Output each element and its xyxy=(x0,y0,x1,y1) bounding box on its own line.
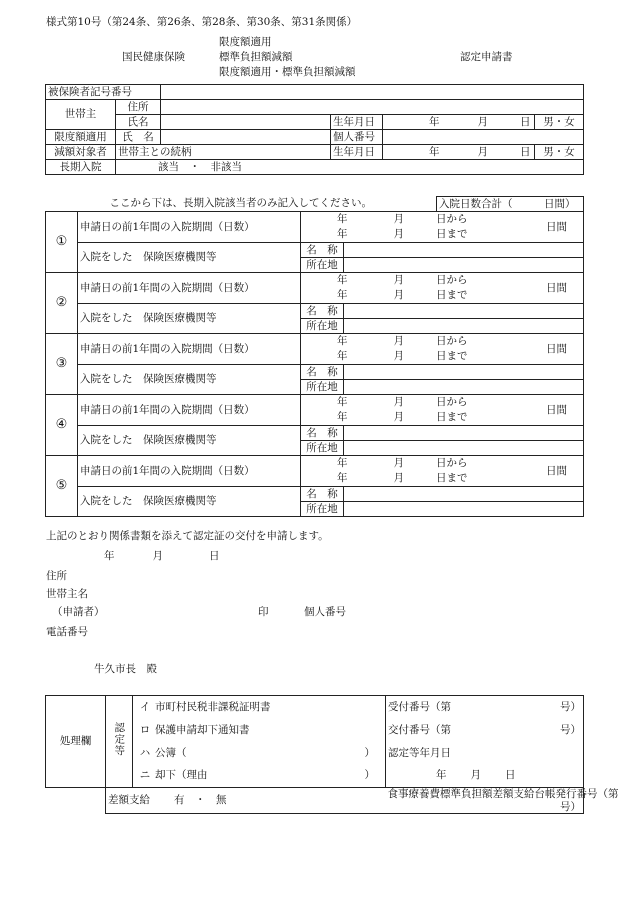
entry-facility-name-field[interactable] xyxy=(344,426,584,441)
applicant-address-label: 住所 xyxy=(46,570,67,582)
long-stay-table xyxy=(45,196,584,517)
entry-facility-name-label: 名 称 xyxy=(301,243,344,258)
entry-facility-location-field[interactable] xyxy=(344,380,584,395)
household-head-label: 世帯主 xyxy=(46,100,116,130)
entry-facility-label: 入院をした 保険医療機関等 xyxy=(78,243,301,273)
entry-period-label: 申請日の前1年間の入院期間（日数） xyxy=(78,456,301,487)
option-reduction: 標準負担額減額 xyxy=(219,51,293,63)
processing-table xyxy=(45,695,619,814)
head-name-sign-label: 世帯主名 xyxy=(46,588,88,600)
receipt-number[interactable]: 受付番号（第 号） xyxy=(386,696,584,719)
proc-item-3[interactable]: ニ 却下（理由 ） xyxy=(133,765,386,788)
addressee: 牛久市長 殿 xyxy=(94,663,157,675)
insured-number-field[interactable] xyxy=(161,85,584,100)
head-name-field[interactable] xyxy=(161,115,331,130)
entry-period-label: 申請日の前1年間の入院期間（日数） xyxy=(78,334,301,365)
entry-period-label: 申請日の前1年間の入院期間（日数） xyxy=(78,212,301,243)
entry-period-label: 申請日の前1年間の入院期間（日数） xyxy=(78,273,301,304)
entry-facility-location-field[interactable] xyxy=(344,441,584,456)
certification-date-field[interactable]: 年 月 日 xyxy=(386,765,584,788)
form-number: 様式第10号（第24条、第26条、第28条、第30条、第31条関係） xyxy=(46,16,358,28)
target-label-1: 限度額適用 xyxy=(46,130,116,145)
blank-corner xyxy=(46,788,106,814)
entry-facility-location-field[interactable] xyxy=(344,319,584,334)
entry-period-field[interactable]: 年 月 日から 年 月 日まで 日間 xyxy=(301,334,584,365)
total-days[interactable]: 入院日数合計（ 日間） xyxy=(437,197,584,212)
entry-facility-name-field[interactable] xyxy=(344,365,584,380)
entry-facility-name-label: 名 称 xyxy=(301,304,344,319)
address-label: 住所 xyxy=(116,100,161,115)
entry-facility-label: 入院をした 保険医療機関等 xyxy=(78,426,301,456)
insurance-name: 国民健康保険 xyxy=(122,51,185,63)
entry-facility-location-label: 所在地 xyxy=(301,441,344,456)
entry-facility-name-label: 名 称 xyxy=(301,365,344,380)
target-birthdate-label: 生年月日 xyxy=(331,145,383,160)
entry-period-field[interactable]: 年 月 日から 年 月 日まで 日間 xyxy=(301,395,584,426)
seal-mark: 印 xyxy=(258,606,269,618)
insured-number-label: 被保険者記号番号 xyxy=(46,85,161,100)
certification-label: 認定等 xyxy=(106,696,133,788)
entry-facility-label: 入院をした 保険医療機関等 xyxy=(78,304,301,334)
entry-number: ③ xyxy=(46,334,78,395)
entry-period-field[interactable]: 年 月 日から 年 月 日まで 日間 xyxy=(301,456,584,487)
phone-label: 電話番号 xyxy=(46,626,88,638)
entry-period-field[interactable]: 年 月 日から 年 月 日まで 日間 xyxy=(301,212,584,243)
ledger-number[interactable]: 食事療養費標準負担額差額支給台帳発行番号（第 号） xyxy=(387,788,619,813)
entry-facility-label: 入院をした 保険医療機関等 xyxy=(78,487,301,517)
diff-payment[interactable]: 差額支給 有 ・ 無 xyxy=(106,788,386,814)
entry-number: ④ xyxy=(46,395,78,456)
entry-facility-name-label: 名 称 xyxy=(301,487,344,502)
target-name-label: 氏 名 xyxy=(116,130,161,145)
document-title: 認定申請書 xyxy=(460,51,513,63)
head-name-label: 氏名 xyxy=(116,115,161,130)
proc-item-1[interactable]: ロ 保護申請却下通知書 xyxy=(133,719,386,742)
entry-facility-location-label: 所在地 xyxy=(301,502,344,517)
entry-number: ② xyxy=(46,273,78,334)
head-birthdate-label: 生年月日 xyxy=(331,115,383,130)
certification-date-label: 認定等年月日 xyxy=(386,742,584,765)
personal-number-label: 個人番号 xyxy=(331,130,383,145)
target-name-field[interactable] xyxy=(161,130,331,145)
target-birthdate-field[interactable]: 年 月 日 xyxy=(383,145,535,160)
entry-facility-label: 入院をした 保険医療機関等 xyxy=(78,365,301,395)
entry-facility-name-label: 名 称 xyxy=(301,426,344,441)
head-gender[interactable]: 男・女 xyxy=(535,115,584,130)
application-date[interactable]: 年 月 日 xyxy=(104,550,220,562)
long-stay-choice[interactable]: 該当 ・ 非該当 xyxy=(116,160,584,175)
proc-item-0[interactable]: イ 市町村民税非課税証明書 xyxy=(133,696,386,719)
entry-facility-location-label: 所在地 xyxy=(301,319,344,334)
entry-period-field[interactable]: 年 月 日から 年 月 日まで 日間 xyxy=(301,273,584,304)
option-both: 限度額適用・標準負担額減額 xyxy=(219,66,356,78)
applicant-label: （申請者） xyxy=(52,606,105,618)
address-field[interactable] xyxy=(161,100,584,115)
long-stay-label: 長期入院 xyxy=(46,160,116,175)
entry-facility-name-field[interactable] xyxy=(344,304,584,319)
sign-personal-number-label: 個人番号 xyxy=(304,606,346,618)
target-label-2: 減額対象者 xyxy=(46,145,116,160)
entry-period-label: 申請日の前1年間の入院期間（日数） xyxy=(78,395,301,426)
applicant-table xyxy=(45,84,584,175)
personal-number-field[interactable] xyxy=(383,130,584,145)
entry-facility-location-label: 所在地 xyxy=(301,380,344,395)
long-stay-instruction: ここから下は、長期入院該当者のみ記入してください。 xyxy=(46,197,437,212)
application-statement: 上記のとおり関係書類を添えて認定証の交付を申請します。 xyxy=(46,530,329,542)
target-gender[interactable]: 男・女 xyxy=(535,145,584,160)
entry-facility-name-field[interactable] xyxy=(344,487,584,502)
entry-facility-location-field[interactable] xyxy=(344,502,584,517)
entry-number: ① xyxy=(46,212,78,273)
head-birthdate-field[interactable]: 年 月 日 xyxy=(383,115,535,130)
processing-label: 処理欄 xyxy=(46,696,106,788)
proc-item-2[interactable]: ハ 公簿（ ） xyxy=(133,742,386,765)
entry-number: ⑤ xyxy=(46,456,78,517)
issue-number[interactable]: 交付番号（第 号） xyxy=(386,719,584,742)
relation-label: 世帯主との続柄 xyxy=(116,145,331,160)
entry-facility-location-label: 所在地 xyxy=(301,258,344,273)
entry-facility-name-field[interactable] xyxy=(344,243,584,258)
entry-facility-location-field[interactable] xyxy=(344,258,584,273)
option-limit: 限度額適用 xyxy=(219,36,272,48)
